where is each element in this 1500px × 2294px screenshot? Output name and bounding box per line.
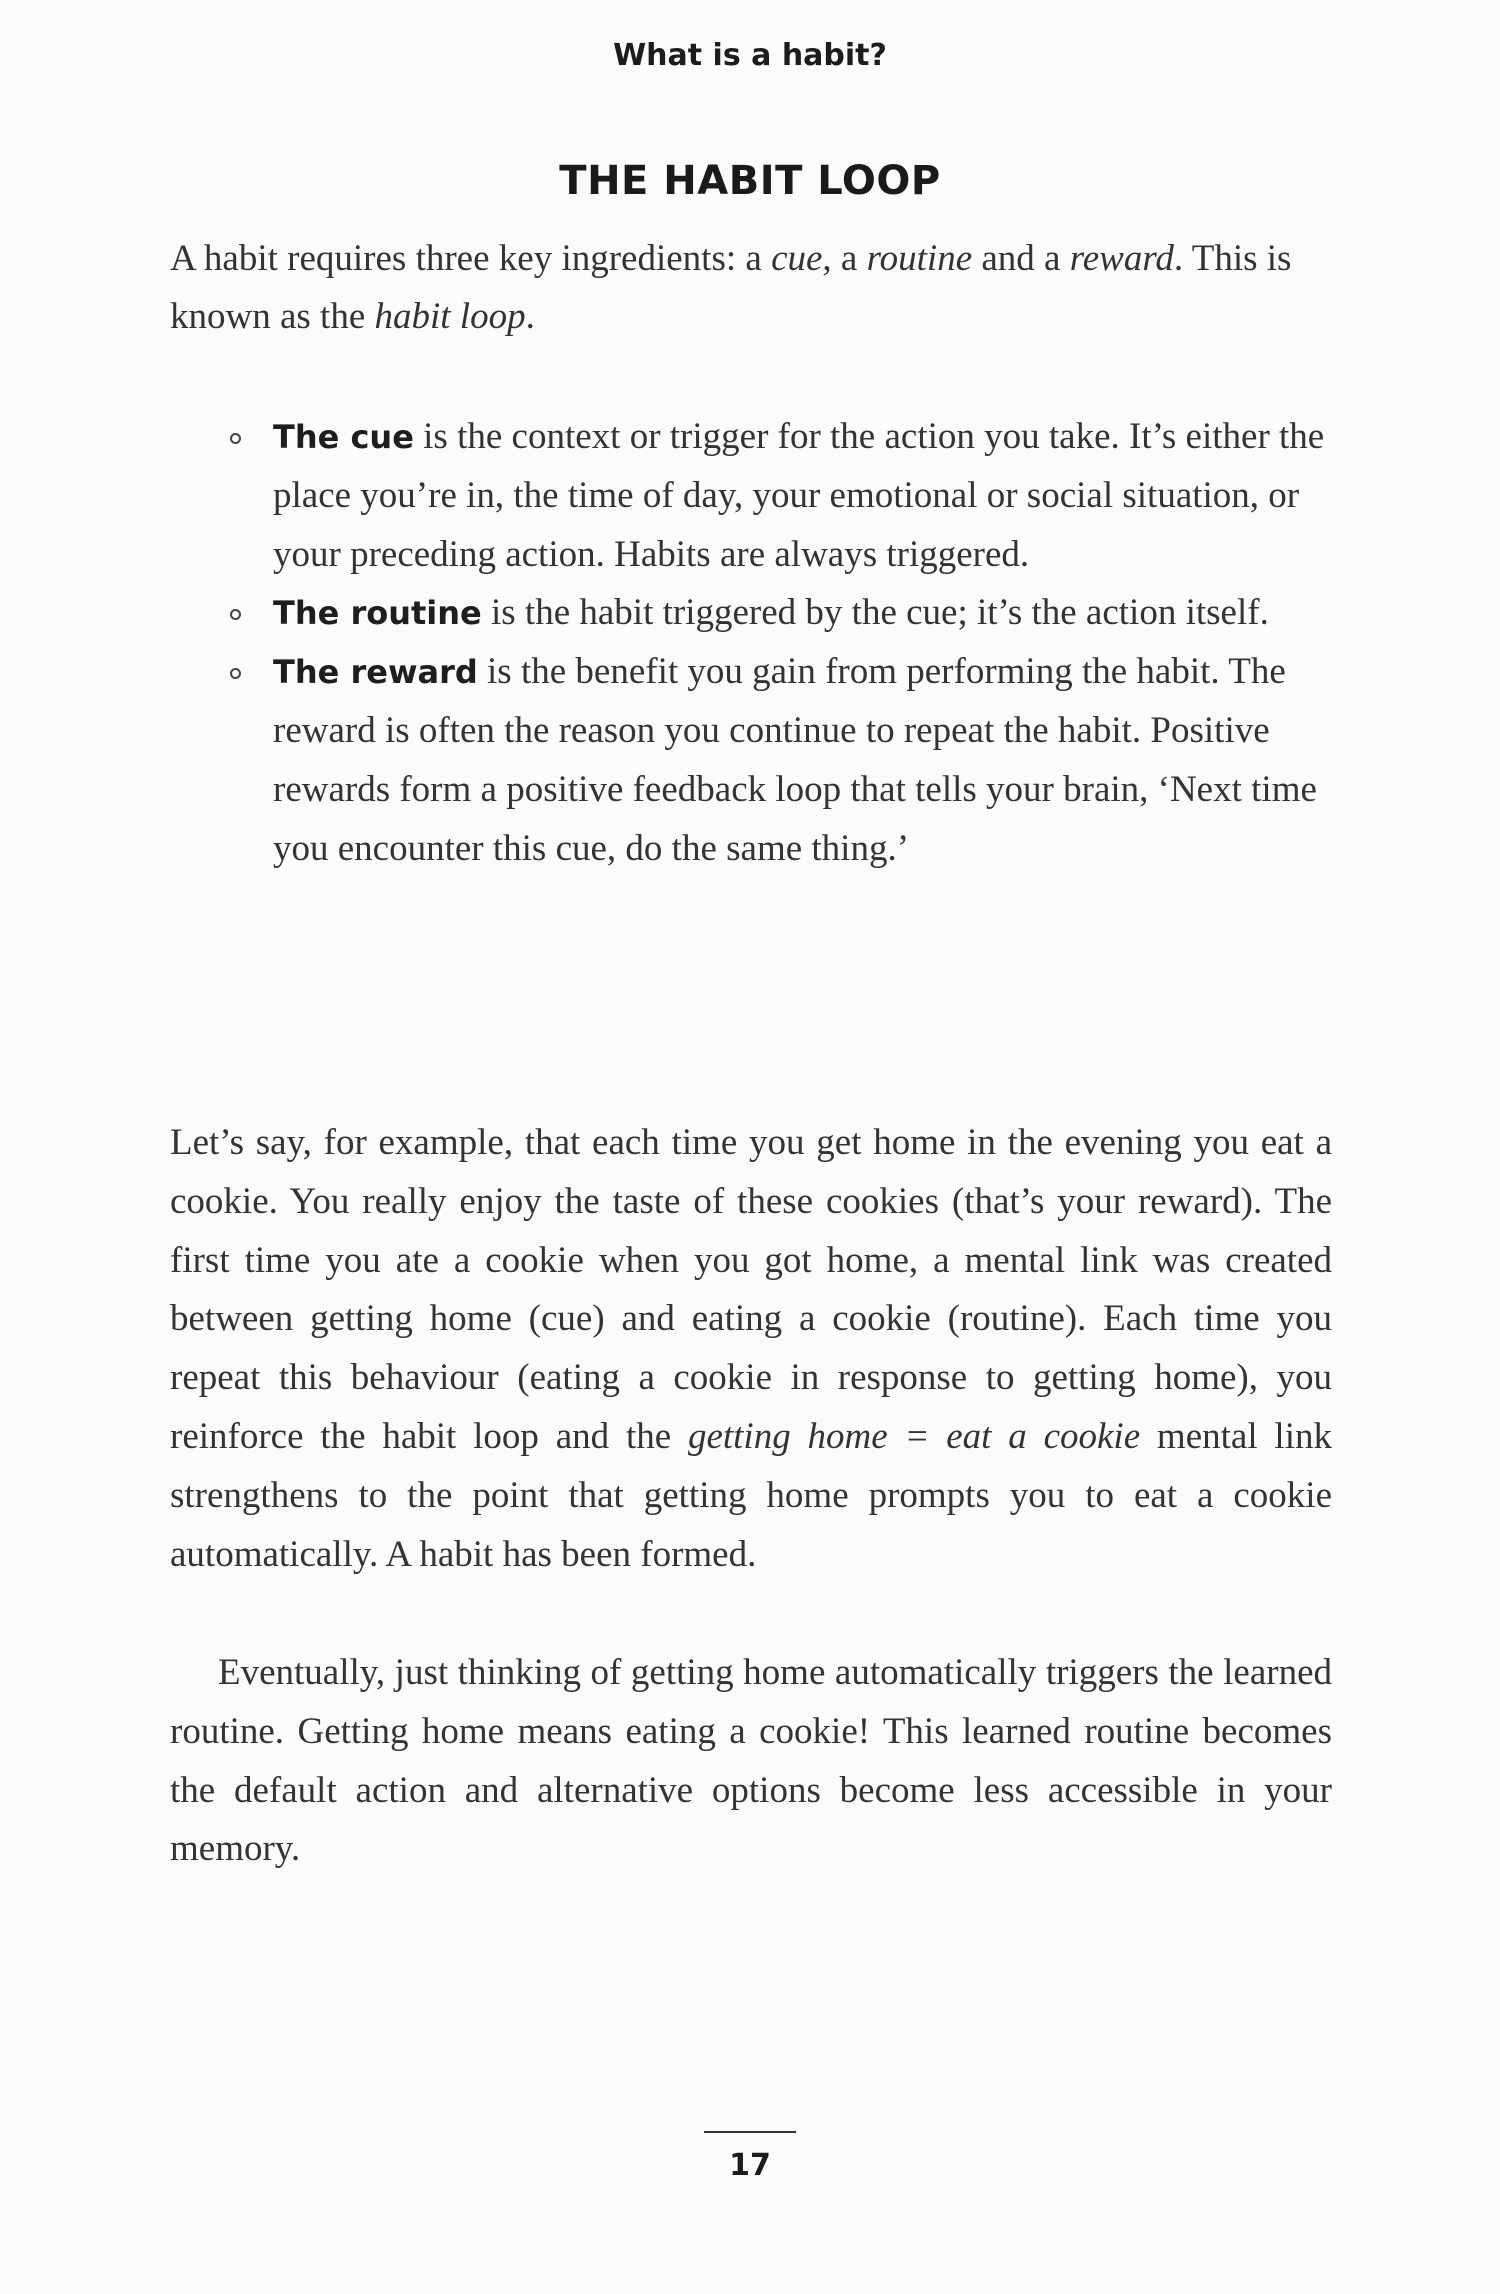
- intro-italic-routine: routine: [866, 238, 973, 279]
- intro-paragraph: [170, 230, 1340, 346]
- intro-text: , a: [822, 238, 867, 279]
- paragraph-text: Let’s say, for example, that each time you get home in the evening you eat a cookie. You really enjoy the taste of these cookies (that’s your reward). The first time you ate a cookie when you got home, a mental link was created between getting home (cue) and eating a cookie (routine). Each time you repeat this behaviour (eating a cookie in response to getting home), you reinforce the habit loop and the: [170, 1122, 1332, 1457]
- term-routine: The routine: [273, 594, 482, 633]
- cookie-example-paragraph: [170, 1114, 1332, 1584]
- list-item-cue: [230, 408, 1340, 584]
- running-head: What is a habit?: [613, 38, 887, 73]
- conclusion-paragraph: Eventually, just thinking of getting home automatically triggers the learned routine. Getting home means eating a cookie! This learned routine becomes the default action and alternative options become less accessible in your memory.: [170, 1652, 1332, 1870]
- bullet-icon: [230, 433, 241, 444]
- list-item-reward: [230, 643, 1340, 878]
- intro-text: . This is known as the: [170, 238, 1292, 337]
- intro-text: .: [525, 296, 535, 337]
- term-reward: The reward: [273, 653, 478, 692]
- intro-italic-cue: cue: [771, 238, 823, 279]
- habit-loop-list: [230, 408, 1340, 878]
- intro-text: and a: [972, 238, 1070, 279]
- term-cue: The cue: [273, 418, 414, 456]
- definition-routine: is the habit triggered by the cue; it’s the action itself.: [481, 592, 1269, 634]
- page-number: 17: [729, 2148, 771, 2183]
- definition-reward: is the benefit you gain from performing the habit. The reward is often the reason you continue to repeat the habit. Positive rewards form a positive feedback loop that tells your brain, ‘Next time you encounter this cue, do the same thing.’: [273, 651, 1317, 869]
- paragraph-text: mental link strengthens to the point that getting home prompts you to eat a cookie automatically. A habit has been formed.: [170, 1415, 1332, 1575]
- intro-text: A habit requires three key ingredients: a: [170, 238, 772, 279]
- footer-rule: [704, 2131, 796, 2133]
- definition-cue: is the context or trigger for the action you take. It’s either the place you’re in, the time of day, your emotional or social situation, or your preceding action. Habits are always triggered.: [273, 416, 1325, 575]
- intro-italic-habit-loop: habit loop: [374, 296, 526, 337]
- intro-italic-reward: reward: [1069, 238, 1174, 279]
- section-title: THE HABIT LOOP: [559, 158, 941, 204]
- bullet-icon: [230, 609, 241, 620]
- bullet-icon: [230, 668, 241, 679]
- list-item-routine: [230, 584, 1340, 643]
- paragraph-italic-link: getting home = eat a cookie: [687, 1415, 1141, 1457]
